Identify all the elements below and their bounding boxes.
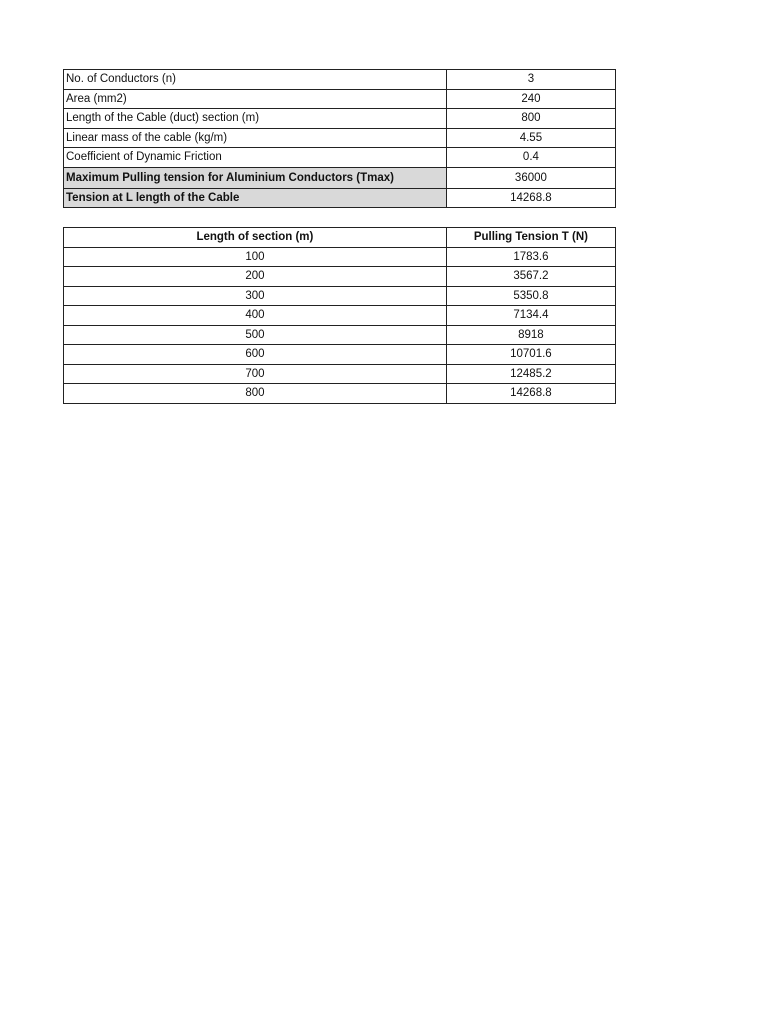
table-row [64,247,616,267]
parameter-row [64,89,616,109]
parameter-row [64,70,616,90]
parameter-value: 240 [446,89,615,109]
parameter-row [64,148,616,168]
section-length-cell: 400 [64,306,447,326]
pulling-tension-cell: 8918 [446,325,615,345]
section-length-cell: 100 [64,247,447,267]
parameter-row [64,128,616,148]
parameter-value: 14268.8 [446,188,615,208]
pulling-tension-cell: 14268.8 [446,384,615,404]
parameter-label: Area (mm2) [64,89,447,109]
section-length-cell: 300 [64,286,447,306]
table-row [64,306,616,326]
header-pulling-tension: Pulling Tension T (N) [446,228,615,248]
table-row [64,364,616,384]
table-row [64,267,616,287]
pulling-tension-cell: 7134.4 [446,306,615,326]
table-header-row [64,228,616,248]
pulling-tension-cell: 1783.6 [446,247,615,267]
parameter-row-highlighted [64,167,616,188]
parameter-label: No. of Conductors (n) [64,70,447,90]
section-length-cell: 700 [64,364,447,384]
section-length-cell: 500 [64,325,447,345]
parameter-value: 4.55 [446,128,615,148]
table-row [64,384,616,404]
pulling-tension-cell: 5350.8 [446,286,615,306]
parameter-label: Linear mass of the cable (kg/m) [64,128,447,148]
parameter-label: Length of the Cable (duct) section (m) [64,109,447,129]
pulling-tension-cell: 3567.2 [446,267,615,287]
pulling-tension-table [63,227,616,404]
pulling-tension-cell: 12485.2 [446,364,615,384]
parameter-value: 800 [446,109,615,129]
parameter-label: Coefficient of Dynamic Friction [64,148,447,168]
table-row [64,345,616,365]
section-length-cell: 600 [64,345,447,365]
section-length-cell: 200 [64,267,447,287]
parameter-label: Maximum Pulling tension for Aluminium Conductors (Tmax) [64,167,447,188]
header-length-of-section: Length of section (m) [64,228,447,248]
section-length-cell: 800 [64,384,447,404]
parameter-value: 36000 [446,167,615,188]
parameter-value: 0.4 [446,148,615,168]
parameter-row-highlighted [64,188,616,208]
parameter-value: 3 [446,70,615,90]
parameter-row [64,109,616,129]
parameter-label: Tension at L length of the Cable [64,188,447,208]
table-row [64,325,616,345]
table-row [64,286,616,306]
cable-parameters-table [63,69,616,208]
pulling-tension-cell: 10701.6 [446,345,615,365]
